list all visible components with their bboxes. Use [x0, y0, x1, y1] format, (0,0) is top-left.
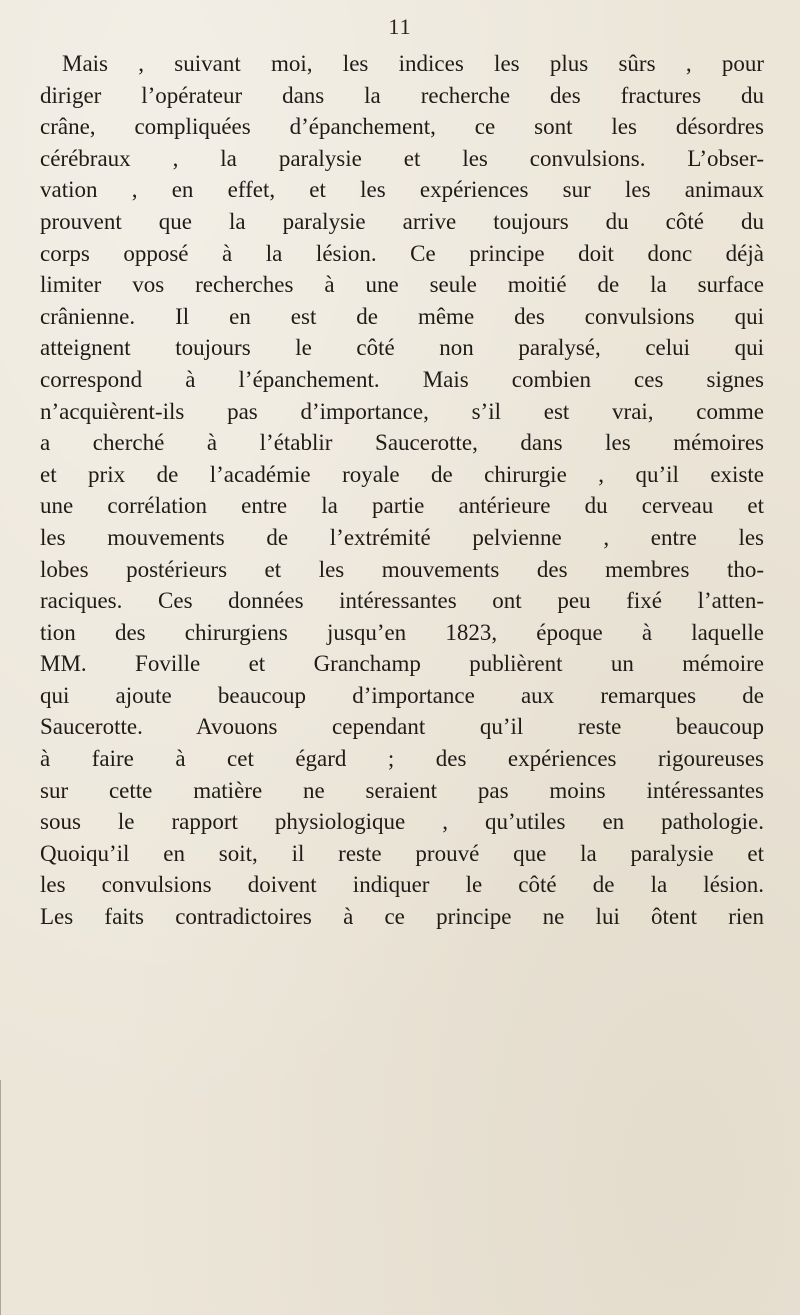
text-line: tion des chirurgiens jusqu’en 1823, époque à laquelle — [40, 619, 764, 645]
text-line: crâne, compliquées d’épanchement, ce sont les désordres — [40, 114, 764, 140]
text-line: n’acquièrent-ils pas d’importance, s’il est vrai, comme — [40, 398, 764, 424]
text-line: Les faits contradictoires à ce principe ne lui ôtent rien — [40, 904, 764, 930]
text-line: Mais , suivant moi, les indices les plus sûrs , pour — [62, 51, 764, 76]
text-line: vation , en effet, et les expériences sur les animaux — [40, 177, 764, 203]
text-line: sur cette matière ne seraient pas moins intéressantes — [40, 777, 764, 803]
body-text — [40, 48, 764, 933]
text-line: et prix de l’académie royale de chirurgie , qu’il existe — [40, 461, 764, 487]
text-line: à faire à cet égard ; des expériences rigoureuses — [40, 746, 764, 772]
binding-edge-line — [0, 1080, 9, 1315]
text-line: sous le rapport physiologique , qu’utiles en pathologie. — [40, 809, 764, 835]
page-number: 11 — [388, 14, 412, 39]
text-line: limiter vos recherches à une seule moitié de la surface — [40, 272, 764, 298]
text-line: cérébraux , la paralysie et les convulsions. L’obser- — [40, 145, 764, 171]
text-line: lobes postérieurs et les mouvements des membres tho- — [40, 556, 764, 582]
text-line: MM. Foville et Granchamp publièrent un mémoire — [40, 651, 764, 677]
text-line: a cherché à l’établir Saucerotte, dans les mémoires — [40, 430, 764, 456]
text-line: correspond à l’épanchement. Mais combien ces signes — [40, 366, 764, 392]
text-line: les convulsions doivent indiquer le côté de la lésion. — [40, 872, 764, 898]
text-line: Quoiqu’il en soit, il reste prouvé que la paralysie et — [40, 840, 764, 866]
text-line: diriger l’opérateur dans la recherche des fractures du — [40, 82, 764, 108]
text-line: crânienne. Il en est de même des convulsions qui — [40, 303, 764, 329]
text-line: prouvent que la paralysie arrive toujours du côté du — [40, 208, 764, 234]
text-line: les mouvements de l’extrémité pelvienne , entre les — [40, 524, 764, 550]
text-line: corps opposé à la lésion. Ce principe doit donc déjà — [40, 240, 764, 266]
text-line: qui ajoute beaucoup d’importance aux remarques de — [40, 682, 764, 708]
text-line: une corrélation entre la partie antérieure du cerveau et — [40, 493, 764, 519]
text-line: atteignent toujours le côté non paralysé, celui qui — [40, 335, 764, 361]
text-line: Saucerotte. Avouons cependant qu’il reste beaucoup — [40, 714, 764, 740]
text-line: raciques. Ces données intéressantes ont peu fixé l’atten- — [40, 588, 764, 614]
